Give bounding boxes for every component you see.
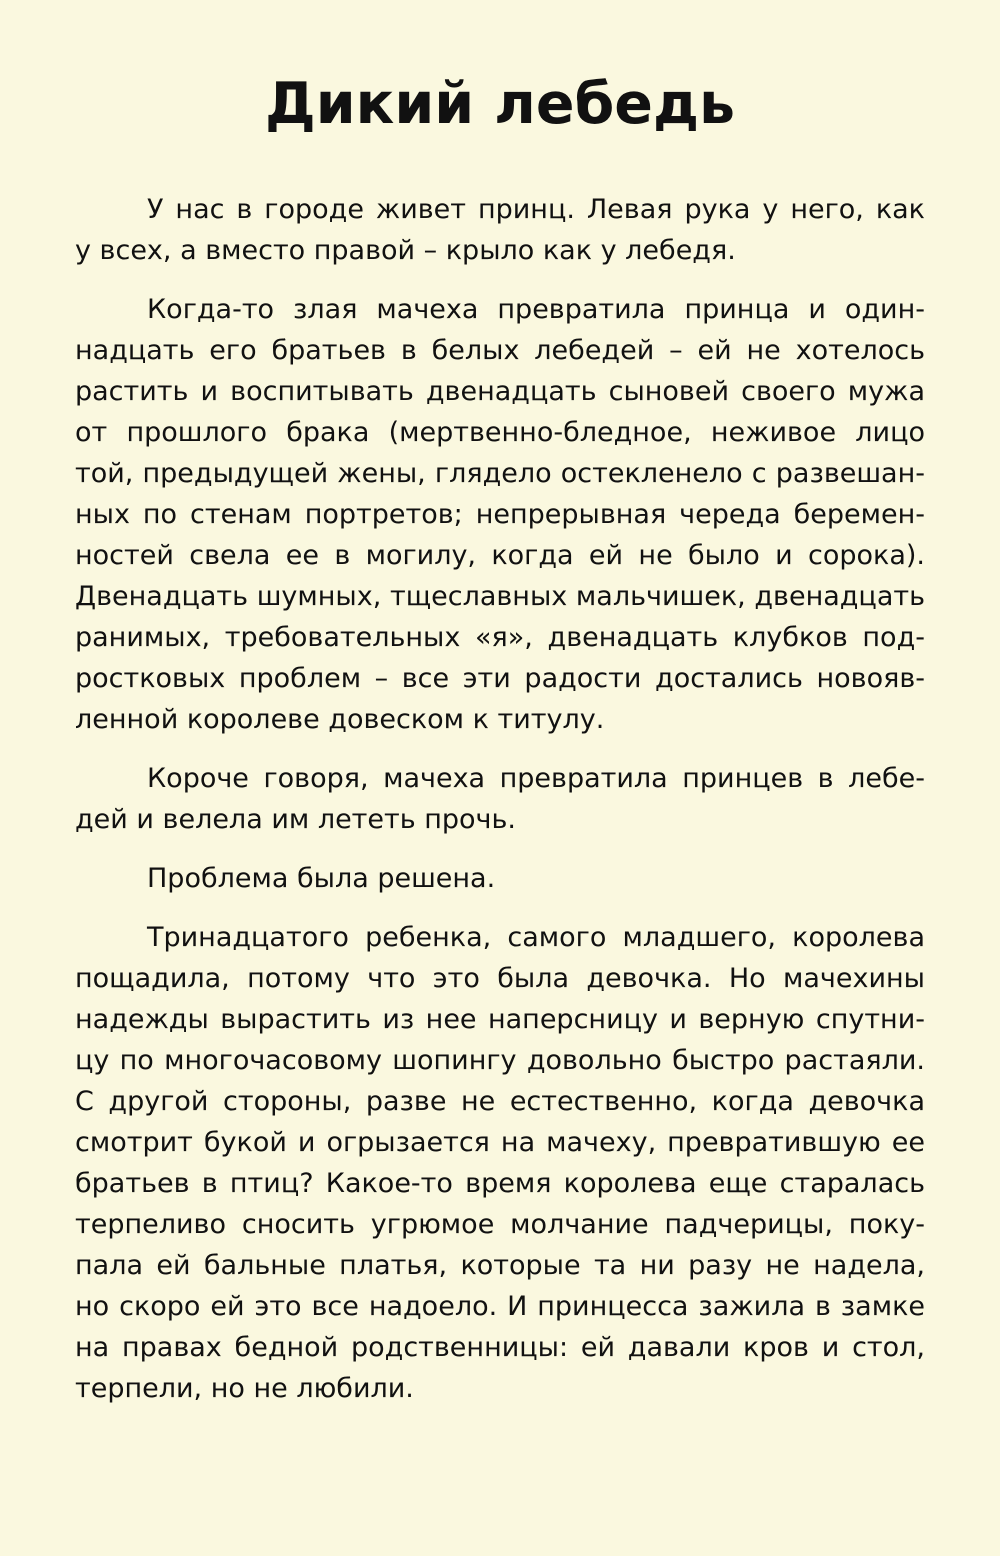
paragraph xyxy=(75,189,925,271)
text-line: смотрит букой и огрызается на мачеху, превратившую ее xyxy=(75,1127,925,1158)
text-line: Тринадцатого ребенка, самого младшего, королева xyxy=(147,922,925,953)
text-line: братьев в птиц? Какое-то время королева еще старалась xyxy=(75,1168,925,1199)
text-line: той, предыдущей жены, глядело остекленело с развешан- xyxy=(75,458,925,489)
text-line: пощадила, потому что это была девочка. Но мачехины xyxy=(75,963,925,994)
text-line: Проблема была решена. xyxy=(147,863,496,894)
text-line: надцать его братьев в белых лебедей – ей не хотелось xyxy=(75,335,925,366)
text-line: ранимых, требовательных «я», двенадцать клубков под- xyxy=(75,622,925,653)
text-line: но скоро ей это все надоело. И принцесса зажила в замке xyxy=(75,1291,925,1322)
paragraph xyxy=(75,917,925,1409)
text-line: у всех, а вместо правой – крыло как у лебедя. xyxy=(75,235,736,266)
text-line: цу по многочасовому шопингу довольно быстро растаяли. xyxy=(75,1045,925,1076)
text-line: У нас в городе живет принц. Левая рука у него, как xyxy=(147,194,925,225)
paragraph xyxy=(75,758,925,840)
text-line: пала ей бальные платья, которые та ни разу не надела, xyxy=(75,1250,925,1281)
text-line: от прошлого брака (мертвенно-бледное, неживое лицо xyxy=(75,417,925,448)
text-line: на правах бедной родственницы: ей давали кров и стол, xyxy=(75,1332,925,1363)
text-body xyxy=(75,189,925,1409)
text-line: ностей свела ее в могилу, когда ей не было и сорока). xyxy=(75,540,925,571)
text-line: надежды вырастить из нее наперсницу и верную спутни- xyxy=(75,1004,925,1035)
paragraph xyxy=(75,289,925,740)
text-line: ростковых проблем – все эти радости достались новояв- xyxy=(75,663,925,694)
text-line: растить и воспитывать двенадцать сыновей своего мужа xyxy=(75,376,925,407)
page-title: Дикий лебедь xyxy=(264,71,736,137)
paragraph xyxy=(75,858,925,899)
text-line: ленной королеве довеском к титулу. xyxy=(75,704,605,735)
text-line: терпеливо сносить угрюмое молчание падчерицы, поку- xyxy=(75,1209,925,1240)
text-line: дей и велела им лететь прочь. xyxy=(75,804,517,835)
text-line: Двенадцать шумных, тщеславных мальчишек, двенадцать xyxy=(75,581,925,612)
text-line: Короче говоря, мачеха превратила принцев в лебе- xyxy=(147,763,925,794)
text-line: С другой стороны, разве не естественно, когда девочка xyxy=(75,1086,925,1117)
text-line: терпели, но не любили. xyxy=(75,1373,414,1404)
text-line: Когда-то злая мачеха превратила принца и один- xyxy=(147,294,925,325)
text-line: ных по стенам портретов; непрерывная череда беремен- xyxy=(75,499,925,530)
